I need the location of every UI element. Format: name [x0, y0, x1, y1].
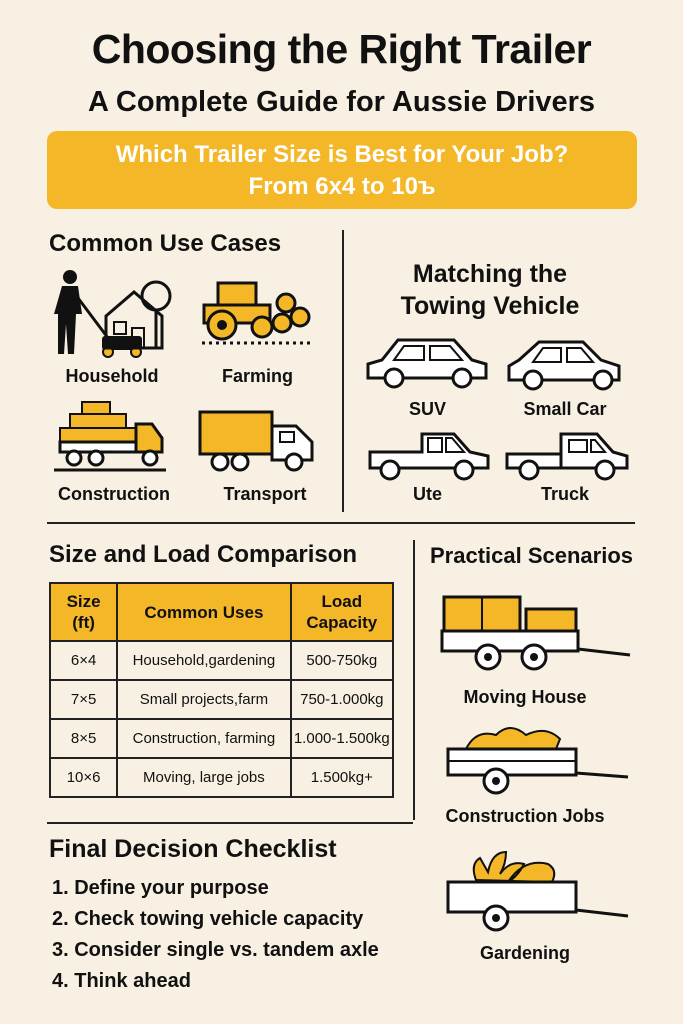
- vehicle-small-car: Small Car: [523, 399, 607, 419]
- scenario-construction-jobs: Construction Jobs: [445, 806, 605, 826]
- cell-uses: Household,gardening: [117, 641, 290, 680]
- use-cases-title: Common Use Cases: [49, 230, 282, 257]
- cell-capacity: 500-750kg: [291, 641, 393, 680]
- scenario-gardening: Gardening: [479, 943, 570, 963]
- divider-checklist: [47, 822, 413, 824]
- use-case-household: Household: [65, 366, 159, 386]
- page-subtitle: A Complete Guide for Aussie Drivers: [87, 86, 596, 118]
- gardening-trailer-icon: [446, 852, 632, 936]
- comparison-table: [49, 582, 394, 798]
- table-header-row: [50, 583, 393, 641]
- tractor-icon: [200, 275, 312, 355]
- towing-title-line-2: Towing Vehicle: [400, 292, 580, 320]
- cell-uses: Construction, farming: [117, 719, 290, 758]
- table-row: [50, 641, 393, 680]
- household-icon: [52, 268, 172, 358]
- cell-uses: Small projects,farm: [117, 680, 290, 719]
- towing-title: [355, 258, 625, 322]
- table-row: [50, 680, 393, 719]
- banner-line-2: From 6x4 to 10ъ: [248, 173, 436, 200]
- banner-line-1: Which Trailer Size is Best for Your Job?: [115, 141, 569, 168]
- header-uses: Common Uses: [117, 583, 290, 641]
- scenarios-title: Practical Scenarios: [430, 543, 634, 568]
- cell-size: 10×6: [50, 758, 117, 797]
- header-size: Size (ft): [50, 583, 117, 641]
- vehicle-suv: SUV: [408, 399, 446, 419]
- scenario-moving-house: Moving House: [463, 687, 587, 707]
- table-row: [50, 719, 393, 758]
- cell-capacity: 1.000-1.500kg: [291, 719, 393, 758]
- suv-icon: [364, 334, 490, 394]
- divider-bottom-vertical: [413, 540, 415, 820]
- moving-trailer-icon: [440, 595, 632, 675]
- use-case-transport: Transport: [223, 484, 307, 504]
- comparison-title: Size and Load Comparison: [49, 541, 358, 568]
- cell-capacity: 750-1.000kg: [291, 680, 393, 719]
- use-case-construction: Construction: [58, 484, 170, 504]
- vehicle-ute: Ute: [412, 484, 442, 504]
- checklist-item: 1. Define your purpose: [52, 877, 269, 899]
- table-row: [50, 758, 393, 797]
- checklist-title: Final Decision Checklist: [49, 835, 337, 863]
- use-case-farming: Farming: [221, 366, 293, 386]
- small-car-icon: [505, 336, 631, 396]
- delivery-truck-icon: [198, 410, 318, 472]
- checklist-item: 4. Think ahead: [52, 970, 191, 992]
- cell-size: 7×5: [50, 680, 117, 719]
- cell-size: 6×4: [50, 641, 117, 680]
- divider-top-vertical: [342, 230, 344, 512]
- vehicle-truck: Truck: [540, 484, 590, 504]
- cell-capacity: 1.500kg+: [291, 758, 393, 797]
- checklist-item: 3. Consider single vs. tandem axle: [52, 939, 379, 961]
- ute-icon: [366, 430, 492, 484]
- divider-middle-horizontal: [47, 522, 635, 524]
- checklist-item: 2. Check towing vehicle capacity: [52, 908, 364, 930]
- construction-trailer-icon: [446, 725, 632, 797]
- header-capacity: Load Capacity: [291, 583, 393, 641]
- page-title: Choosing the Right Trailer: [91, 26, 592, 72]
- truck-icon: [505, 430, 631, 484]
- towing-title-line-1: Matching the: [412, 260, 568, 288]
- construction-truck-icon: [54, 400, 169, 472]
- cell-uses: Moving, large jobs: [117, 758, 290, 797]
- checklist: [52, 874, 379, 998]
- cell-size: 8×5: [50, 719, 117, 758]
- question-banner: [47, 131, 637, 209]
